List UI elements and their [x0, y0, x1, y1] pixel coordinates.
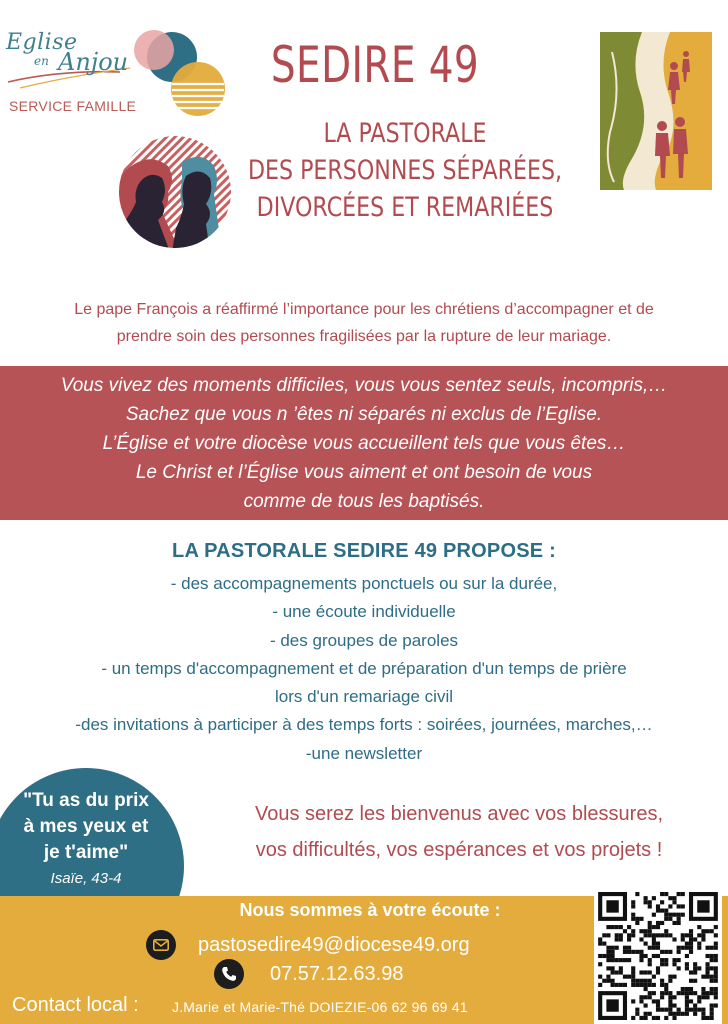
- welcome-line: Vous serez les bienvenus avec vos blessures,: [255, 803, 663, 825]
- logo-word-anjou: Anjou: [58, 48, 129, 76]
- intro-line: prendre soin des personnes fragilisées par la rupture de leur mariage.: [116, 328, 612, 345]
- list-item: - un temps d'accompagnement et de préparation d'un temps de prière: [101, 658, 627, 678]
- welcome-line: vos difficultés, vos espérances et vos projets !: [255, 839, 663, 861]
- contact-heading: Nous sommes à votre écoute :: [239, 900, 501, 920]
- qr-code-icon[interactable]: [594, 888, 722, 1024]
- quote-line: à mes yeux et: [23, 816, 149, 837]
- intro-paragraph: [0, 296, 728, 350]
- list-item: -une newsletter: [305, 743, 423, 763]
- subtitle-line: LA PASTORALE: [323, 118, 487, 149]
- list-item: - des accompagnements ponctuels ou sur la durée,: [170, 574, 558, 593]
- list-item: - des groupes de paroles: [269, 630, 459, 650]
- band-line: comme de tous les baptisés.: [243, 491, 485, 512]
- list-item: lors d'un remariage civil: [274, 687, 454, 707]
- email-row: [146, 928, 470, 962]
- subtitle-line: DES PERSONNES SÉPARÉES,: [247, 155, 563, 186]
- email-address-link[interactable]: pastosedire49@diocese49.org: [198, 933, 470, 956]
- couple-silhouette-icon: [110, 132, 240, 252]
- phone-row: [214, 958, 403, 990]
- page-subtitle: [245, 115, 565, 226]
- welcome-message: [190, 796, 728, 868]
- propose-list: [0, 570, 728, 768]
- service-famille-label: SERVICE FAMILLE: [9, 98, 137, 114]
- quote-reference: Isaïe, 43-4: [50, 870, 122, 887]
- band-line: Sachez que vous n ’êtes ni séparés ni exclus de l’Eglise.: [125, 404, 603, 425]
- intro-line: Le pape François a réaffirmé l’importance pour les chrétiens d’accompagner et de: [74, 301, 654, 318]
- list-item: - une écoute individuelle: [272, 602, 456, 622]
- contact-local-label: Contact local :: [12, 994, 139, 1016]
- logo-word-eglise: Eglise: [6, 30, 78, 55]
- propose-heading: LA PASTORALE SEDIRE 49 PROPOSE :: [172, 540, 556, 562]
- phone-icon: [214, 959, 244, 989]
- page-title: SEDIRE 49: [270, 36, 480, 94]
- quote-line: je t'aime": [43, 842, 129, 863]
- logo-word-en: en: [34, 54, 49, 68]
- band-line: L’Église et votre diocèse vous accueillent tels que vous êtes…: [102, 433, 626, 454]
- mail-icon: [146, 930, 176, 960]
- band-line: Vous vivez des moments difficiles, vous vous sentez seuls, incompris,…: [60, 375, 668, 396]
- band-line: Le Christ et l’Église vous aiment et ont besoin de vous: [135, 462, 593, 483]
- qr-code-pattern: [598, 892, 718, 1020]
- list-item: -des invitations à participer à des temps forts : soirées, journées, marches,…: [75, 715, 653, 735]
- phone-number-link[interactable]: 07.57.12.63.98: [270, 962, 404, 985]
- subtitle-line: DIVORCÉES ET REMARIÉES: [256, 192, 554, 223]
- eglise-en-anjou-logo: [0, 22, 230, 117]
- quote-line: "Tu as du prix: [23, 790, 149, 811]
- contact-local-names: J.Marie et Marie-Thé DOIEZIE-06 62 96 69 41: [172, 999, 468, 1015]
- message-band: [0, 366, 728, 520]
- pilgrims-path-illustration: [600, 32, 712, 190]
